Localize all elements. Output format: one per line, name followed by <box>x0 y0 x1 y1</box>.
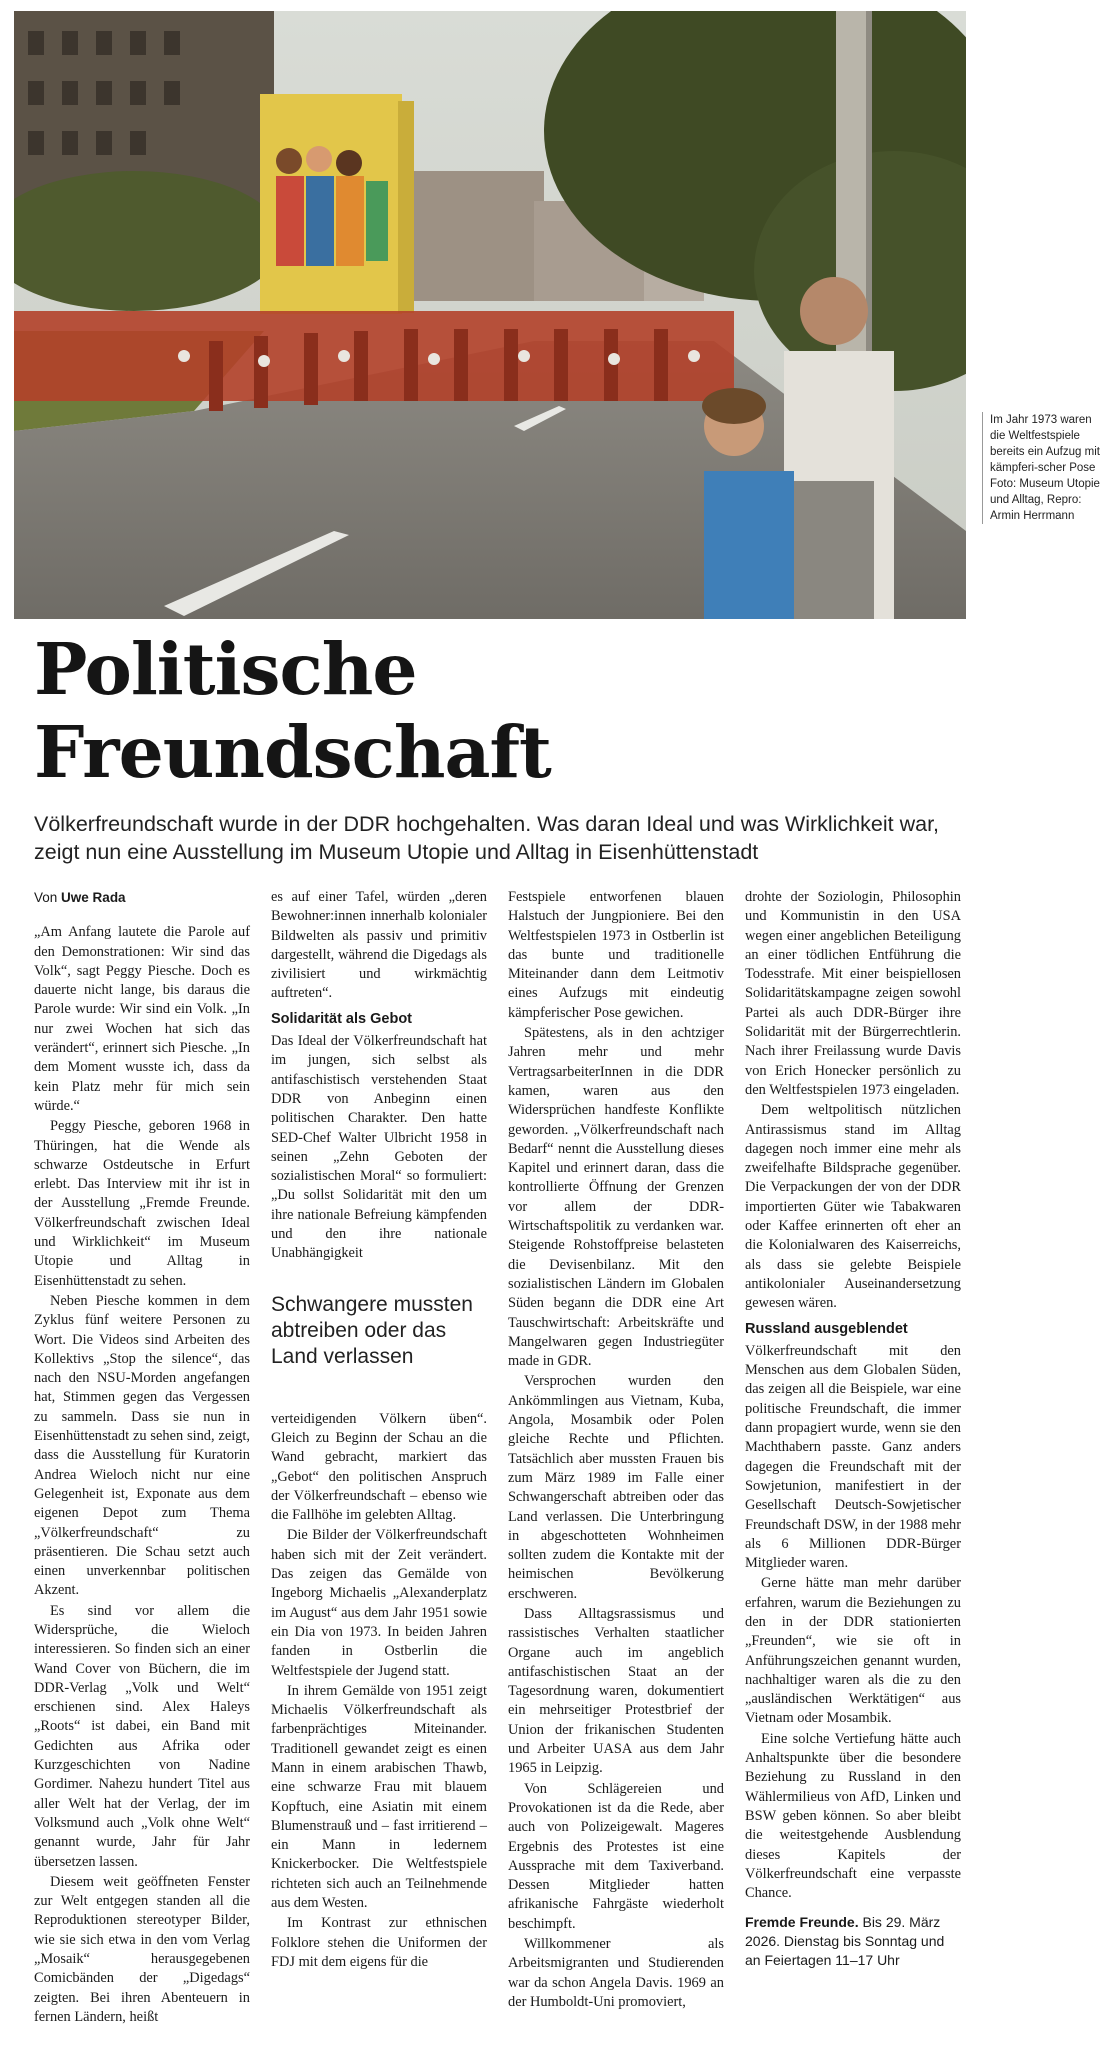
paragraph: Gerne hätte man mehr darüber erfahren, warum die Beziehungen zu den in der DDR stationierten „Freunden“, wie sie oft in Anführungszeichen genannt wurden, nachhaltiger waren als die zu den „ausländischen Werktätigen“ aus Vietnam oder Mosambik. <box>745 1575 961 1727</box>
paragraph: Die Bilder der Völkerfreundschaft haben sich mit der Zeit verändert. Das zeigen das Gemälde von Ingeborg Michaelis „Alexanderplatz im August“ aus dem Jahr 1951 sowie ein Dia von 1973. In beiden Jahren fanden in Ostberlin die Weltfestspiele der Jugend statt. <box>271 1527 487 1679</box>
parade-photo-illustration <box>14 11 966 619</box>
paragraph: Spätestens, als in den achtziger Jahren mehr und mehr VertragsarbeiterInnen in die DDR kamen, waren aus den Widersprüchen handfeste Konflikte geworden. „Völkerfreundschaft nach Bedarf“ nennt die Ausstellung dieses Kapitel und erinnert daran, dass die kontrollierte Öffnung der Grenzen vor allem der DDR-Wirtschaftspolitik zu verdanken war. Steigende Rohstoffpreise belasteten die Devisenbilanz. Mit den sozialistischen Ländern im Globalen Süden begann die DDR eine Art Tauschwirtschaft: Arbeitskräfte und Mangelwaren gegen Industriegüter made in GDR. <box>508 1025 724 1370</box>
paragraph: In ihrem Gemälde von 1951 zeigt Michaelis Völkerfreundschaft als farbenprächtiges Miteinander. Traditionell gewandet zeigt es einen Mann in einem arabischen Thawb, eine schwarze Frau mit blauem Kopftuch, eine Asiatin mit einem Blumenstrauß und – fast irritierend – ein Mann in ledernem Knickerbocker. Die Weltfestspiele richteten sich auch an Teilnehmende aus dem Westen. <box>271 1682 487 1912</box>
paragraph: Eine solche Vertiefung hätte auch Anhaltspunkte über die besondere Beziehung zu Russland in den Wählermilieus von AfD, Linken und BSW geben können. So aber bleibt die weitestgehende Ausblendung dieses Kapitels der Völkerfreundschaft eine verpasste Chance. <box>745 1730 961 1902</box>
column-1 <box>34 888 250 2028</box>
paragraph: Im Kontrast zur ethnischen Folklore stehen die Uniformen der FDJ mit dem eigens für die <box>271 1915 487 1970</box>
paragraph: Diesem weit geöffneten Fenster zur Welt entgegen standen all die Reproduktionen stereotyper Bilder, wie sie sich etwa in den vom Verlag „Mosaik“ herausgegebenen Comicbänden der „Digedags“ zeigten. Bei ihren Abenteuern in fernen Ländern, heißt <box>34 1873 250 2025</box>
column-2 <box>271 888 487 1973</box>
paragraph: Das Ideal der Völkerfreundschaft hat im jungen, sich selbst als antifaschistisch verstehenden Staat DDR von Anbeginn einen politischen Charakter. Den hatte SED-Chef Walter Ulbricht 1958 in seinen „Zehn Geboten der sozialistischen Moral“ so formuliert: „Du sollst Solidarität mit den um ihre nationale Befreiung kämpfenden und den ihre nationale Unabhängigkeit <box>271 1033 487 1262</box>
paragraph: Von Schlägereien und Provokationen ist da die Rede, aber auch von Polizeigewalt. Mageres Ergebnis des Protestes ist eine Aussprache mit dem Taxiverband. Dessen Mitglieder hatten afrikanische Fahrgäste wiederholt beschimpft. <box>508 1780 724 1932</box>
byline-prefix: Von <box>34 890 58 905</box>
paragraph: Neben Piesche kommen in dem Zyklus fünf weitere Personen zu Wort. Die Videos sind Arbeiten des Kollektivs „Stop the silence“, das nach den NSU-Morden angefangen hat, Stimmen gegen das Vergessen zu sammeln. Dass sie nun in Eisenhüttenstadt zu sehen sind, zeigt, dass die Ausstellung für Kuratorin Andrea Wieloch nicht nur eine Gelegenheit ist, Exponate aus dem eigenen Depot zum Thema „Völkerfreundschaft“ zu präsentieren. Die Schau setzt auch einen unverkennbar politischen Akzent. <box>34 1292 250 1599</box>
byline <box>34 888 250 907</box>
column-4 <box>745 888 961 1971</box>
paragraph: Dass Alltagsrassismus und rassistisches Verhalten staatlicher Organe auch im angeblich antifaschistischen Staat an der Tagesordnung waren, dokumentiert ein mehrseitiger Protestbrief der Union der frikanischen Studenten und Arbeiter UASA aus dem Jahr 1965 in Leipzig. <box>508 1605 724 1777</box>
article-subtitle: Völkerfreundschaft wurde in der DDR hochgehalten. Was daran Ideal und was Wirklichkeit war, zeigt nun eine Ausstellung im Museum Utopie und Alltag in Eisenhüttenstadt <box>34 812 940 864</box>
paragraph: Versprochen wurden den Ankömmlingen aus Vietnam, Kuba, Angola, Mosambik oder Polen gleiche Rechte und Pflichten. Tatsächlich aber mussten Frauen bis zum März 1989 im Falle einer Schwangerschaft abtreiben oder das Land verlassen. Die Unterbringung in abgeschotteten Wohnheimen sollten zudem die Kontakte mit der heimischen Bevölkerung erschweren. <box>508 1373 724 1602</box>
paragraph: verteidigenden Völkern üben“. Gleich zu Beginn der Schau an die Wand gebracht, markiert das „Gebot“ den politischen Anspruch der Völkerfreundschaft – ebenso wie die Fallhöhe im gelebten Alltag. <box>271 1410 487 1524</box>
paragraph: Es sind vor allem die Widersprüche, die Wieloch interessieren. So finden sich an einer Wand Cover von Büchern, die im DDR-Verlag „Volk und Welt“ erschienen sind. Alex Haleys „Roots“ ist dabei, ein Band mit Gedichten aus Afrika oder Kurzgeschichten von Nadine Gordimer. Nahezu hundert Titel aus aller Welt hat der Verlag, der im Volksmund auch „Volk ohne Welt“ genannt wurde, Jahr für Jahr übersetzen lassen. <box>34 1602 250 1870</box>
paragraph: Dem weltpolitisch nützlichen Antirassismus stand im Alltag dagegen noch immer eine mehr als zweifelhafte Bildsprache gegenüber. Die Verpackungen der von der DDR importierten Güter wie Tabakwaren oder Kaffee erinnerten oft eher an die Kolonialwaren des Kaiserreichs, als dass sie gelebte Beispiele antikolonialer Auseinandersetzung gewesen wären. <box>745 1102 961 1312</box>
column-3 <box>508 888 724 2013</box>
photo-caption: Im Jahr 1973 waren die Weltfestspiele bereits ein Aufzug mit kämpferi-scher Pose Foto: Museum Utopie und Alltag, Repro: Armin Herrmann <box>982 412 1100 524</box>
byline-author: Uwe Rada <box>61 890 126 905</box>
paragraph: „Am Anfang lautete die Parole auf den Demonstrationen: Wir sind das Volk“, sagt Peggy Piesche. Doch es dauerte nicht lange, bis daraus die Parole wurde: Wir sind ein Volk. „In nur zwei Wochen hat sich das verändert“, erinnert sich Piesche. „In dem Moment wusste ich, dass da kein Platz mehr für mich sein würde.“ <box>34 924 250 1114</box>
exhibition-info-label: Fremde Freunde. <box>745 1914 859 1931</box>
subhead-solidaritaet: Solidarität als Gebot <box>271 1010 412 1027</box>
paragraph: es auf einer Tafel, würden „deren Bewohner:innen innerhalb kolonialer Bildwelten als passiv und primitiv dargestellt, während die Digedags als zivilisiert und wirkmächtig auftreten“. <box>271 889 487 1002</box>
article-title <box>34 628 551 794</box>
title-line-2: Freundschaft <box>34 710 551 794</box>
title-line-1: Politische <box>34 627 417 711</box>
parade-photo <box>14 11 966 619</box>
paragraph: Peggy Piesche, geboren 1968 in Thüringen, hat die Wende als schwarze Ostdeutsche in Erfurt erlebt. Das Interview mit ihr ist in der Ausstellung „Fremde Freunde. Völkerfreundschaft zwischen Ideal und Wirklichkeit“ im Museum Utopie und Alltag in Eisenhüttenstadt zu sehen. <box>34 1118 250 1289</box>
exhibition-info <box>745 1913 961 1970</box>
paragraph: Festspiele entworfenen blauen Halstuch der Jungpioniere. Bei den Weltfestspielen 1973 in Ostberlin ist das bunte und traditionelle Miteinander dann dem Leitmotiv eines Aufzugs mit eindeutig kämpferischer Pose gewichen. <box>508 889 724 1021</box>
pull-quote: Schwangere mussten abtreiben oder das Land verlassen <box>271 1292 473 1368</box>
exhibition-info-text: Bis 29. März 2026. Dienstag bis Sonntag und an Feiertagen 11–17 Uhr <box>745 1914 945 1969</box>
paragraph: Völkerfreundschaft mit den Menschen aus dem Globalen Süden, das zeigen all die Beispiele, war eine politische Freundschaft, die immer dann propagiert wurde, wenn sie den Machthabern passte. Ganz anders dagegen die Freundschaft mit der Sowjetunion, manifestiert in der Gesellschaft Deutsch-Sowjetischer Freundschaft DSW, in der 1988 mehr als 6 Millionen DDR-Bürger Mitglieder waren. <box>745 1342 961 1572</box>
paragraph: Willkommener als Arbeitsmigranten und Studierenden war da schon Angela Davis. 1969 an der Humboldt-Uni promoviert, <box>508 1936 724 2010</box>
paragraph: drohte der Soziologin, Philosophin und Kommunistin in den USA wegen einer angeblichen Beteiligung an einer tödlichen Entführung die Todesstrafe. Mit einer beispiellosen Solidaritätskampagne zeigen sowohl Partei als auch DDR-Bürger ihre Solidarität mit der Bürgerrechtlerin. Nach ihrer Freilassung wurde Davis von Erich Honecker persönlich zu den Weltfestspielen 1973 eingeladen. <box>745 889 961 1098</box>
subhead-russland: Russland ausgeblendet <box>745 1320 908 1337</box>
